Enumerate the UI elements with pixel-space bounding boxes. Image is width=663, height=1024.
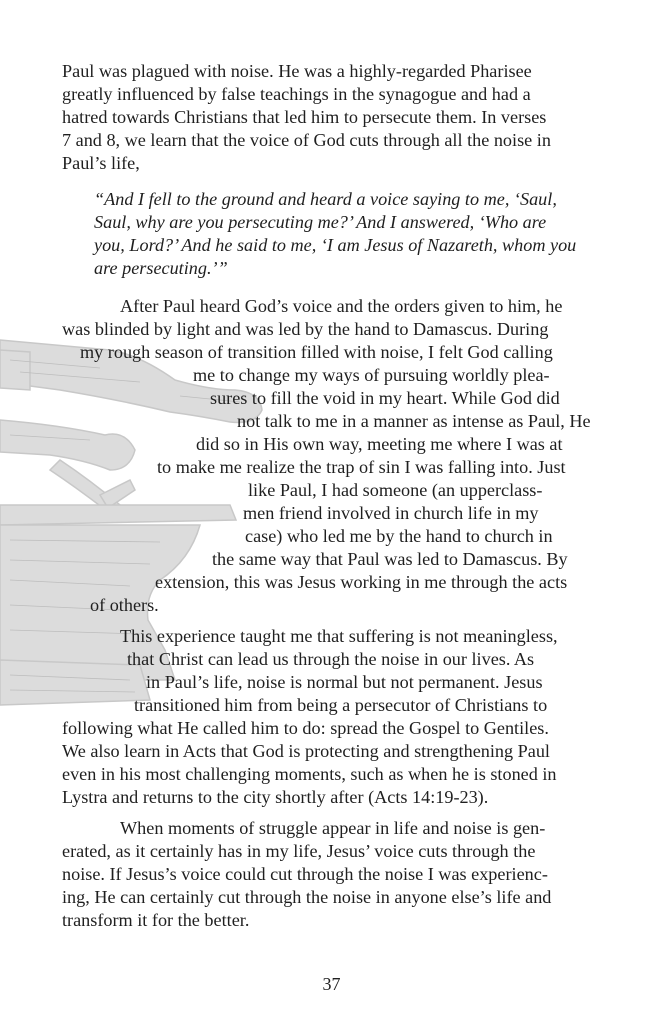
text-line: in Paul’s life, noise is normal but not permanent. Jesus: [146, 672, 543, 692]
text-line: following what He called him to do: spread the Gospel to Gentiles.: [62, 718, 549, 738]
text-line: When moments of struggle appear in life and noise is gen-: [120, 818, 546, 838]
text-line: me to change my ways of pursuing worldly plea-: [193, 365, 550, 385]
text-line: that Christ can lead us through the noise in our lives. As: [127, 649, 535, 669]
text-line: extension, this was Jesus working in me through the acts: [155, 572, 568, 592]
text-line: to make me realize the trap of sin I was falling into. Just: [157, 457, 566, 477]
text-line: sures to fill the void in my heart. While God did: [210, 388, 560, 408]
text-line: even in his most challenging moments, such as when he is stoned in: [62, 764, 557, 784]
text-line: was blinded by light and was led by the hand to Damascus. During: [62, 319, 549, 339]
text-line: 7 and 8, we learn that the voice of God cuts through all the noise in: [62, 130, 551, 150]
text-line: We also learn in Acts that God is protecting and strengthening Paul: [62, 741, 550, 761]
text-line: ing, He can certainly cut through the noise in anyone else’s life and: [62, 887, 552, 907]
scripture-quote-line: you, Lord?’ And he said to me, ‘I am Jesus of Nazareth, whom you: [94, 235, 577, 255]
text-line: Paul was plagued with noise. He was a highly-regarded Pharisee: [62, 61, 532, 81]
text-line: not talk to me in a manner as intense as Paul, He: [237, 411, 591, 431]
text-line: After Paul heard God’s voice and the orders given to him, he: [120, 296, 563, 316]
text-line: hatred towards Christians that led him to persecute them. In verses: [62, 107, 547, 127]
text-line: greatly influenced by false teachings in the synagogue and had a: [62, 84, 531, 104]
text-line: case) who led me by the hand to church in: [245, 526, 553, 546]
text-line: This experience taught me that suffering is not meaningless,: [120, 626, 558, 646]
scripture-quote-line: “And I fell to the ground and heard a voice saying to me, ‘Saul,: [94, 189, 557, 209]
scripture-quote-line: are persecuting.’”: [94, 258, 228, 278]
text-line: transitioned him from being a persecutor of Christians to: [134, 695, 548, 715]
text-line: like Paul, I had someone (an upperclass-: [248, 480, 543, 500]
text-line: the same way that Paul was led to Damascus. By: [212, 549, 568, 569]
text-line: Lystra and returns to the city shortly after (Acts 14:19-23).: [62, 787, 489, 807]
text-line: my rough season of transition filled with noise, I felt God calling: [80, 342, 553, 362]
text-line: noise. If Jesus’s voice could cut through the noise I was experienc-: [62, 864, 548, 884]
text-line: did so in His own way, meeting me where I was at: [196, 434, 563, 454]
text-line: erated, as it certainly has in my life, Jesus’ voice cuts through the: [62, 841, 536, 861]
text-line: of others.: [90, 595, 159, 615]
scripture-quote-line: Saul, why are you persecuting me?’ And I answered, ‘Who are: [94, 212, 547, 232]
text-line: Paul’s life,: [62, 153, 140, 173]
text-line: transform it for the better.: [62, 910, 250, 930]
text-line: men friend involved in church life in my: [243, 503, 539, 523]
page-number: 37: [322, 974, 341, 994]
